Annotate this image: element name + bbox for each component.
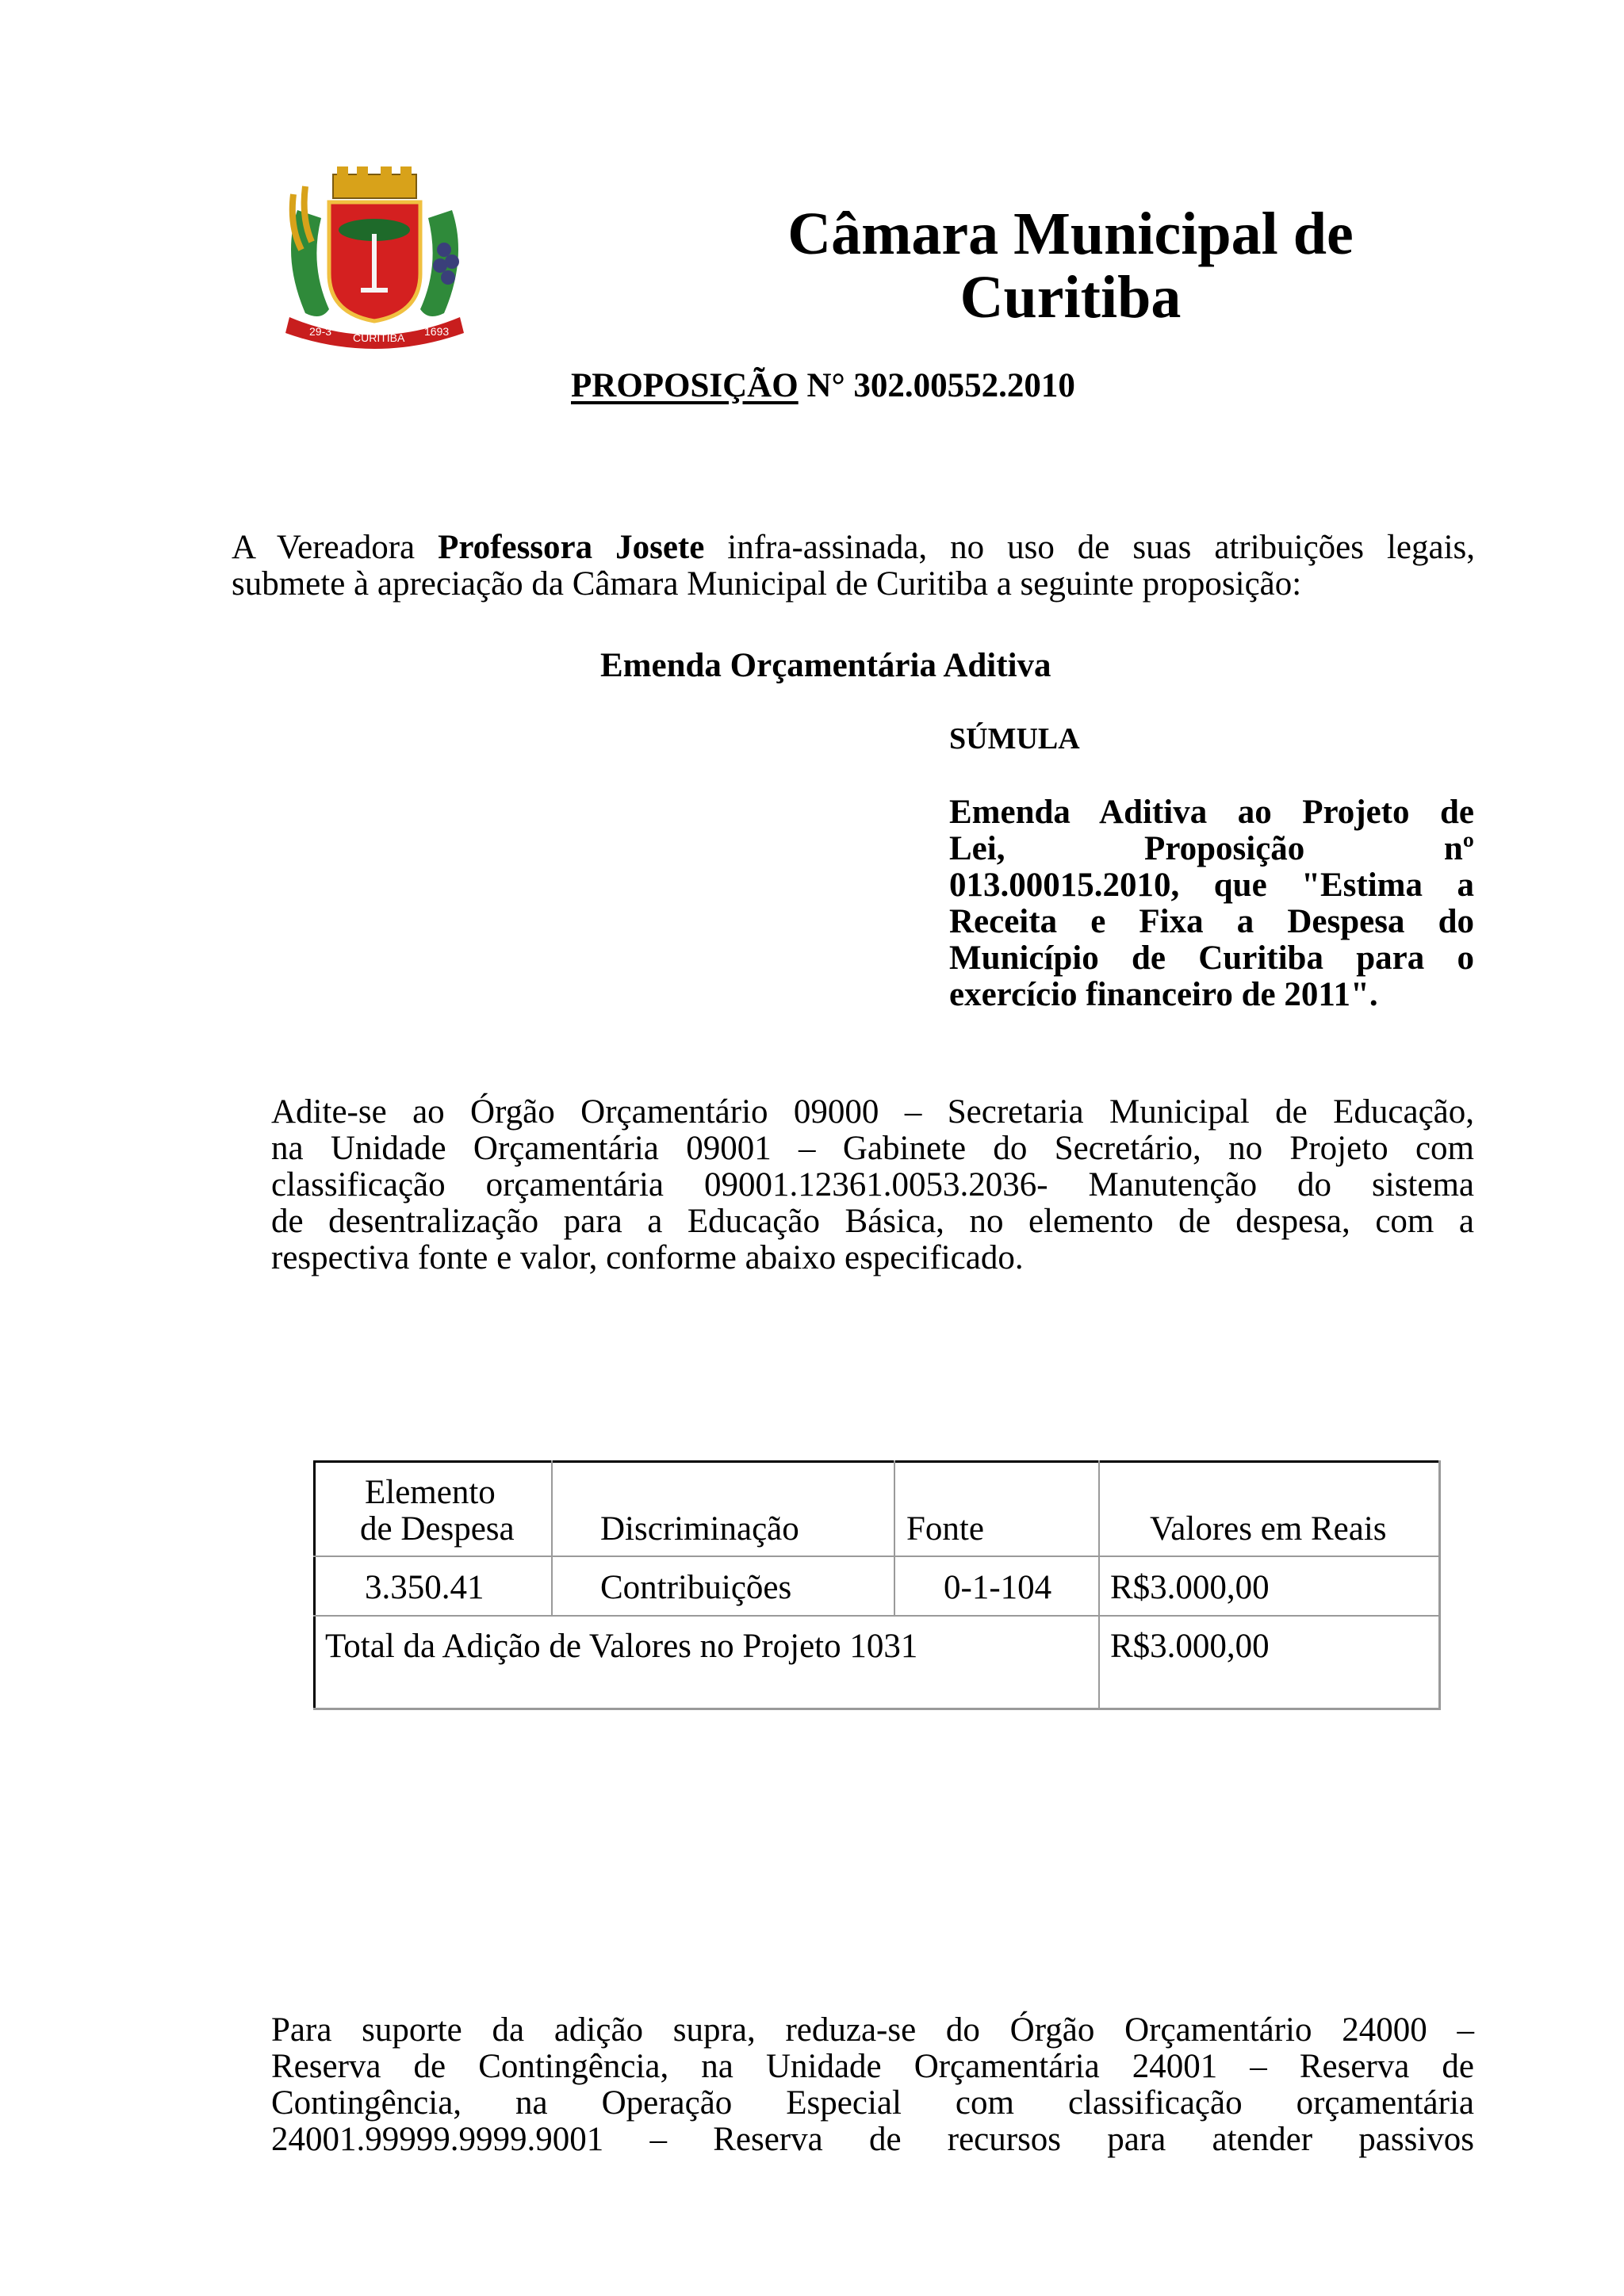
intro-line2: submete à apreciação da Câmara Municipal de Curitiba a seguinte proposição:: [232, 565, 1302, 603]
header-title-line2: Curitiba: [959, 264, 1182, 331]
row-valor: R$3.000,00: [1110, 1569, 1270, 1606]
svg-text:29-3: 29-3: [309, 325, 332, 338]
adite-line: Adite-se ao Órgão Orçamentário 09000 – Secretaria Municipal de Educação,: [271, 1093, 1474, 1131]
svg-text:1693: 1693: [424, 325, 450, 338]
header-elemento: [360, 1474, 515, 1548]
header-discriminacao: Discriminação: [600, 1510, 799, 1548]
adite-line: na Unidade Orçamentária 09001 – Gabinete do Secretário, no Projeto com: [271, 1130, 1474, 1167]
sumula-line: Emenda Aditiva ao Projeto de: [949, 794, 1474, 831]
header-elemento-line2: de Despesa: [360, 1510, 515, 1548]
table-divider: [551, 1460, 553, 1615]
proposition-heading: [571, 366, 1075, 405]
intro-suffix: infra-assinada, no uso de suas atribuições legais,: [704, 529, 1475, 566]
reduza-line: Reserva de Contingência, na Unidade Orçamentária 24001 – Reserva de: [271, 2048, 1474, 2085]
sumula-line: exercício financeiro de 2011".: [949, 976, 1378, 1013]
table-divider: [313, 1615, 1441, 1617]
total-value: R$3.000,00: [1110, 1628, 1270, 1665]
total-label: Total da Adição de Valores no Projeto 1031: [325, 1628, 918, 1665]
intro-paragraph: [232, 530, 1475, 603]
table-divider: [1098, 1460, 1100, 1710]
sumula-line: 013.00015.2010, que "Estima a: [949, 867, 1474, 904]
sumula-line: Lei, Proposição nº: [949, 830, 1474, 867]
header-fonte: Fonte: [906, 1510, 984, 1548]
reduza-paragraph: [271, 2012, 1474, 2158]
budget-table: [313, 1460, 1441, 1710]
intro-line1: [232, 530, 1475, 566]
sumula-line: Município de Curitiba para o: [949, 939, 1474, 977]
row-elemento: 3.350.41: [365, 1569, 485, 1606]
svg-text:CURITIBA: CURITIBA: [353, 331, 405, 344]
sumula-line: Receita e Fixa a Despesa do: [949, 903, 1474, 940]
header-elemento-line1: Elemento: [365, 1474, 496, 1511]
vereadora-name: Professora Josete: [438, 529, 705, 566]
table-border-right: [1438, 1460, 1441, 1710]
row-fonte: 0-1-104: [944, 1569, 1052, 1606]
table-border-left: [313, 1460, 316, 1710]
table-divider: [313, 1556, 1441, 1557]
table-divider: [894, 1460, 895, 1615]
intro-prefix: A Vereadora: [232, 529, 439, 566]
table-border-top: [313, 1460, 1441, 1463]
reduza-line: 24001.99999.9999.9001 – Reserva de recursos para atender passivos: [271, 2121, 1474, 2158]
curitiba-coat-of-arms-logo: [274, 163, 476, 353]
proposition-label: PROPOSIÇÃO: [571, 367, 799, 404]
adite-line: classificação orçamentária 09001.12361.0053.2036- Manutenção do sistema: [271, 1166, 1474, 1203]
adite-paragraph: [271, 1094, 1474, 1276]
sumula-text: [949, 794, 1474, 1013]
adite-line: de desentralização para a Educação Básica, no elemento de despesa, com a: [271, 1203, 1474, 1240]
row-discriminacao: Contribuições: [600, 1569, 792, 1606]
reduza-line: Contingência, na Operação Especial com classificação orçamentária: [271, 2084, 1474, 2122]
header-valores: Valores em Reais: [1150, 1510, 1387, 1548]
emenda-title: Emenda Orçamentária Aditiva: [600, 647, 1051, 684]
adite-line: respectiva fonte e valor, conforme abaixo especificado.: [271, 1239, 1024, 1276]
reduza-line: Para suporte da adição supra, reduza-se do Órgão Orçamentário 24000 –: [271, 2011, 1474, 2049]
header-title-line1: Câmara Municipal de: [787, 201, 1354, 267]
proposition-number: N° 302.00552.2010: [806, 367, 1075, 404]
table-border-bottom: [313, 1708, 1441, 1710]
sumula-label: SÚMULA: [949, 722, 1080, 756]
